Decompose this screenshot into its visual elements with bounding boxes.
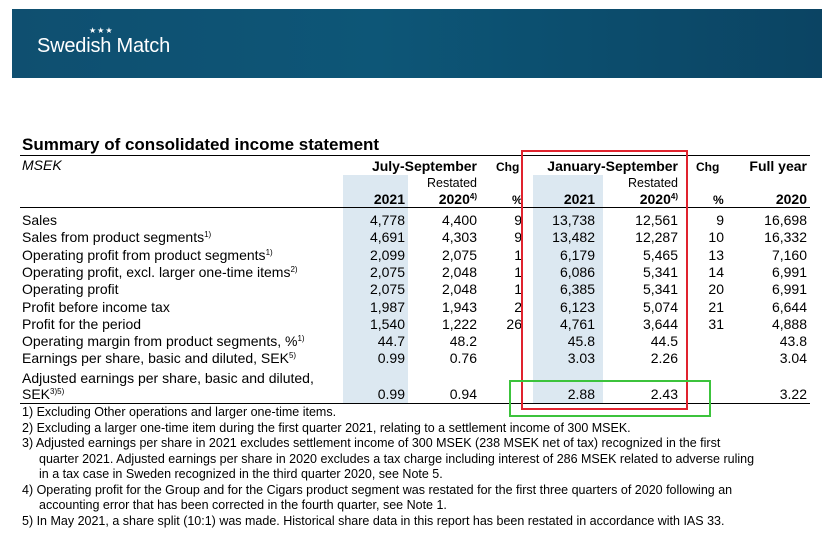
footnote-4: 4) Operating profit for the Group and for the Cigars product segment was restated for the first three quarters of 2020 following an — [22, 483, 733, 497]
row-label: Operating profit from product segments$^{1)}$ — [22, 246, 273, 263]
cell-ytd-2021: 6,086 — [559, 263, 595, 280]
cell-q3-2020: 2,048 — [441, 281, 477, 298]
company-logo — [37, 26, 171, 58]
cell-ytd-chg: 31 — [708, 315, 724, 332]
row-label: Earnings per share, basic and diluted, SEK$^{5)}$ — [22, 350, 297, 367]
cell-q3-2020: 1,943 — [441, 298, 477, 315]
cell-fy-2020: 16,698 — [764, 212, 807, 228]
cell-q3-2020: 48.2 — [449, 333, 477, 350]
cell-ytd-chg: 9 — [716, 212, 724, 228]
cell-q3-2021: 2,075 — [369, 263, 405, 280]
row-label: Operating margin from product segments, %$^{1)}$ — [22, 333, 305, 350]
row-label: Sales from product segments$^{1)}$ — [22, 229, 212, 246]
cell-ytd-2020: 3,644 — [642, 315, 678, 332]
cell-fy-2020: 6,991 — [771, 263, 807, 280]
header-full-year: Full year — [749, 158, 807, 174]
footnote-3-cont-1: quarter 2021. Adjusted earnings per share in 2020 excludes a tax charge including interest of 286 MSEK related to adverse ruling — [39, 452, 755, 466]
cell-q3-chg: 2 — [514, 298, 522, 315]
header-chg-q3: Chg — [496, 160, 520, 174]
header-banner — [12, 9, 822, 78]
cell-q3-chg: 9 — [514, 229, 522, 246]
row-label: Sales — [22, 212, 58, 228]
cell-q3-2021: 2,099 — [369, 246, 405, 263]
footnote-4-cont: accounting error that has been corrected in the fourth quarter, see Note 1. — [39, 498, 447, 512]
cell-q3-2021: 0.99 — [377, 350, 405, 367]
cell-ytd-2021: 6,179 — [559, 246, 595, 263]
logo-stars-icon: ★★★ — [89, 26, 114, 35]
header-divider — [20, 207, 810, 208]
header-ytd-2020: 2020$^{4)}$ — [639, 191, 678, 207]
cell-q3-2020: 2,075 — [441, 246, 477, 263]
header-january-september: January-September — [547, 158, 678, 174]
adjusted-label-line2: $SEK^{3)5)}$ — [22, 386, 65, 402]
highlight-box-adjusted-eps — [509, 380, 711, 417]
cell-q3-2020: 2,048 — [441, 263, 477, 280]
cell-ytd-2020: 12,561 — [635, 212, 678, 228]
cell-ytd-2020: 2.26 — [650, 350, 678, 367]
cell-ytd-2020: 5,341 — [642, 281, 678, 298]
header-q3-2021: 2021 — [373, 191, 405, 207]
cell-ytd-2021: 4,761 — [559, 315, 595, 332]
cell-q3-2020: 4,303 — [441, 229, 477, 246]
cell-ytd-chg: 10 — [708, 229, 724, 246]
highlight-box-january-september — [521, 150, 688, 410]
adjusted-ytd-2020: 2.43 — [650, 386, 678, 402]
cell-q3-2021: 1,540 — [369, 315, 405, 332]
header-restated-ytd: Restated — [627, 176, 678, 190]
cell-q3-chg: 1 — [514, 263, 522, 280]
cell-fy-2020: 3.04 — [779, 350, 807, 367]
header-ytd-2021: 2021 — [563, 191, 595, 207]
cell-fy-2020: 4,888 — [771, 315, 807, 332]
cell-q3-chg: 26 — [506, 315, 522, 332]
header-pct-ytd: % — [713, 193, 724, 207]
adjusted-label-line1: Adjusted earnings per share, basic and diluted, — [22, 370, 314, 386]
row-label: Profit for the period — [22, 315, 142, 332]
cell-q3-chg: 1 — [514, 246, 522, 263]
adjusted-fy-2020: 3.22 — [779, 386, 807, 402]
footnote-1: 1) Excluding Other operations and larger one-time items. — [22, 405, 337, 419]
cell-ytd-2021: 6,123 — [559, 298, 595, 315]
footnote-5: 5) In May 2021, a share split (10:1) was made. Historical share data in this report has been restated in accordance with IAS 33. — [22, 514, 725, 528]
header-q3-2020: 2020$^{4)}$ — [438, 191, 477, 207]
adjusted-q3-2020: 0.94 — [449, 386, 477, 402]
cell-fy-2020: 43.8 — [779, 333, 807, 350]
adjusted-q3-2021: 0.99 — [377, 386, 405, 402]
footnote-3: 3) Adjusted earnings per share in 2021 excludes settlement income of 300 MSEK (238 MSEK net of tax) recognized in the first — [22, 436, 721, 450]
row-label: Operating profit, excl. larger one-time items$^{2)}$ — [22, 263, 298, 280]
cell-fy-2020: 7,160 — [771, 246, 807, 263]
cell-ytd-2021: 6,385 — [559, 281, 595, 298]
cell-ytd-chg: 14 — [708, 263, 724, 280]
cell-q3-2020: 4,400 — [441, 212, 477, 228]
unit-label: MSEK — [22, 157, 62, 173]
cell-ytd-2021: 3.03 — [567, 350, 595, 367]
footnote-3-cont-2: in a tax case in Sweden recognized in the third quarter 2020, see Note 5. — [39, 467, 443, 481]
cell-ytd-2020: 44.5 — [650, 333, 678, 350]
cell-ytd-2021: 13,482 — [552, 229, 595, 246]
cell-ytd-2020: 5,341 — [642, 263, 678, 280]
cell-q3-2020: 1,222 — [441, 315, 477, 332]
cell-q3-2021: 4,691 — [369, 229, 405, 246]
header-pct-q3: % — [512, 193, 523, 207]
footnote-2: 2) Excluding a larger one-time item during the first quarter 2021, relating to a settlement income of 300 MSEK. — [22, 421, 631, 435]
cell-ytd-2020: 12,287 — [635, 229, 678, 246]
cell-ytd-2020: 5,074 — [642, 298, 678, 315]
cell-fy-2020: 16,332 — [764, 229, 807, 246]
cell-q3-2021: 4,778 — [369, 212, 405, 228]
cell-ytd-2021: 45.8 — [567, 333, 595, 350]
cell-fy-2020: 6,644 — [771, 298, 807, 315]
adjusted-ytd-2021: 2.88 — [567, 386, 595, 402]
cell-q3-2020: 0.76 — [449, 350, 477, 367]
cell-fy-2020: 6,991 — [771, 281, 807, 298]
row-label: Operating profit — [22, 281, 119, 298]
cell-ytd-chg: 20 — [708, 281, 724, 298]
cell-q3-chg: 9 — [514, 212, 522, 228]
cell-q3-2021: 44.7 — [377, 333, 405, 350]
cell-q3-2021: 1,987 — [369, 298, 405, 315]
cell-ytd-chg: 21 — [708, 298, 724, 315]
header-chg-ytd: Chg — [696, 160, 720, 174]
cell-ytd-chg: 13 — [708, 246, 724, 263]
header-restated-q3: Restated — [426, 176, 477, 190]
cell-ytd-2021: 13,738 — [552, 212, 595, 228]
cell-q3-chg: 1 — [514, 281, 522, 298]
row-label: Profit before income tax — [22, 298, 170, 315]
cell-q3-2021: 2,075 — [369, 281, 405, 298]
header-july-september: July-September — [371, 158, 477, 174]
header-fy-2020: 2020 — [775, 191, 807, 207]
title-divider — [20, 155, 810, 156]
logo-text: Swedish Match — [37, 35, 171, 57]
page-title: Summary of consolidated income statement — [22, 135, 380, 154]
cell-ytd-2020: 5,465 — [642, 246, 678, 263]
